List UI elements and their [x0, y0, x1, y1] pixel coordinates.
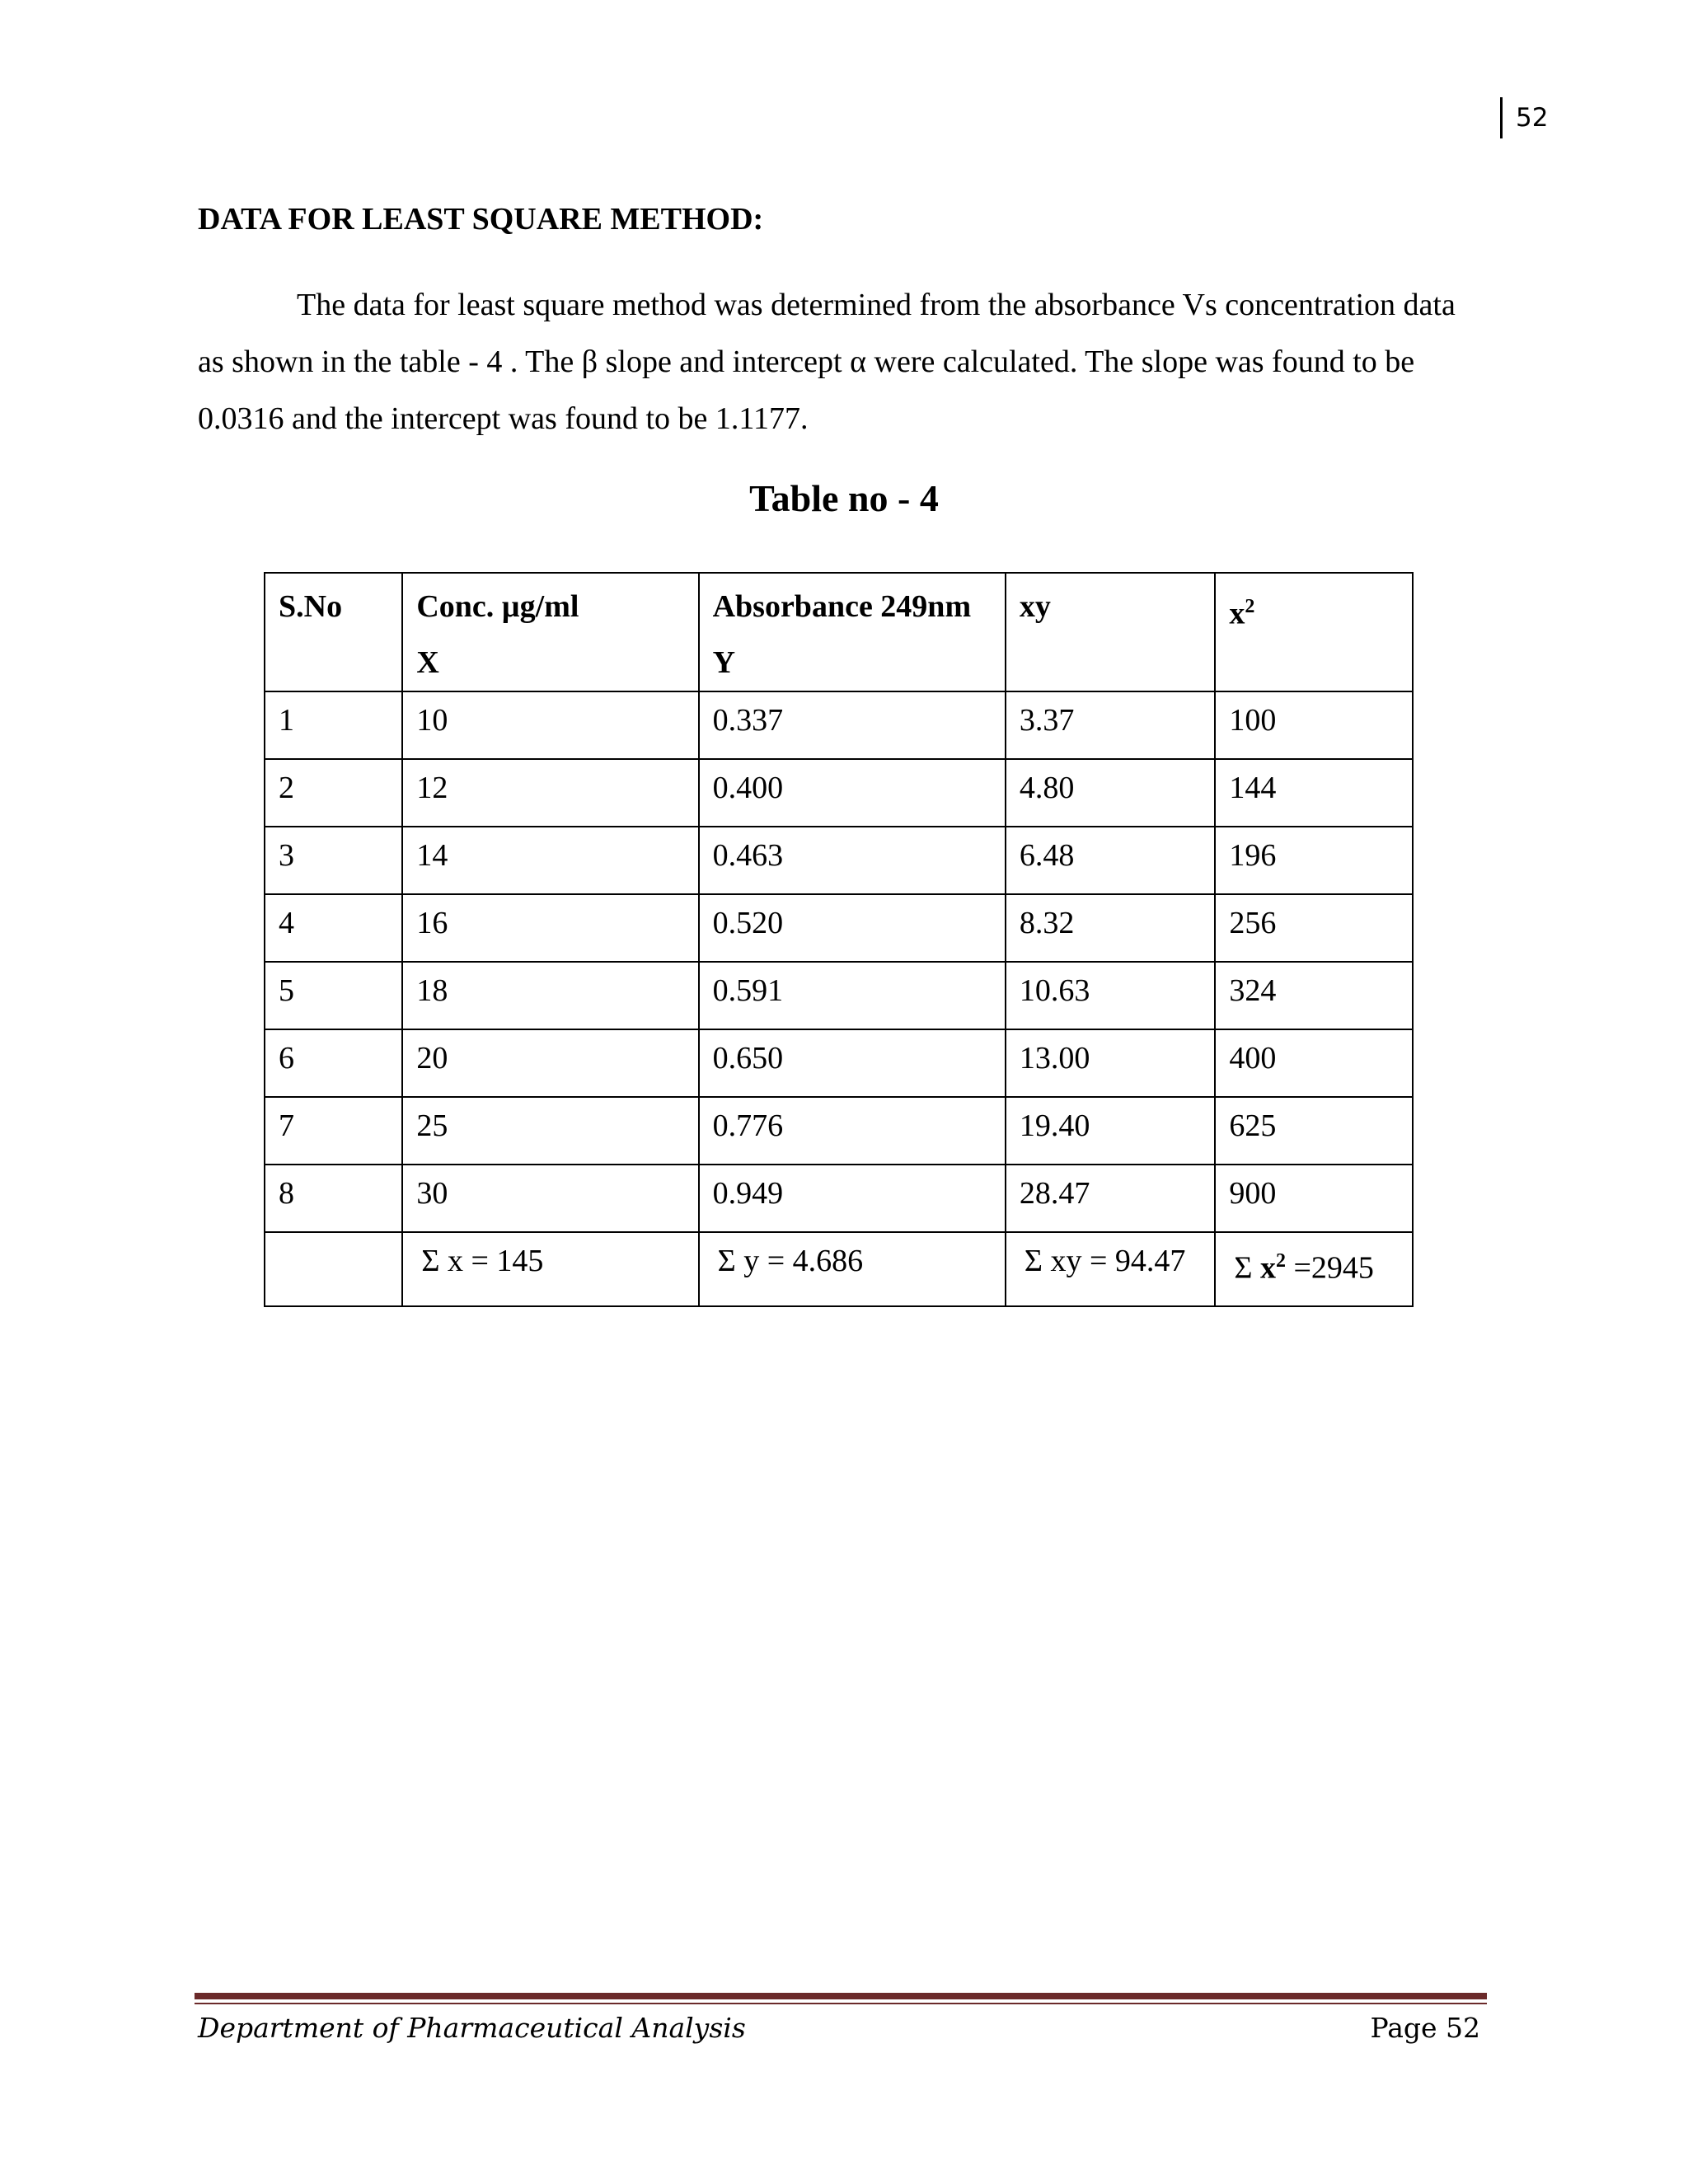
cell-sum-y: Σ y = 4.686 [699, 1232, 1006, 1306]
table-row [265, 894, 1413, 962]
table-row [265, 1165, 1413, 1232]
least-square-data-table [264, 572, 1414, 1307]
cell-xy: 6.48 [1006, 827, 1215, 894]
cell-sno: 2 [265, 759, 402, 827]
header-conc-label: Conc. µg/ml [416, 589, 579, 624]
cell-conc: 16 [402, 894, 698, 962]
cell-sum-empty [265, 1232, 402, 1306]
header-sno [265, 573, 402, 691]
header-absorbance [699, 573, 1006, 691]
cell-sno: 8 [265, 1165, 402, 1232]
cell-sno: 5 [265, 962, 402, 1029]
header-page-number: 52 [1500, 97, 1548, 138]
header-sno-label: S.No [279, 589, 343, 624]
cell-absorbance: 0.776 [699, 1097, 1006, 1165]
table-row [265, 759, 1413, 827]
sum-x-squared-exponent: 2 [1275, 1250, 1286, 1272]
cell-xy: 3.37 [1006, 691, 1215, 759]
cell-sum-x: Σ x = 145 [402, 1232, 698, 1306]
header-absorbance-label: Absorbance 249nm [712, 589, 972, 624]
sum-x-squared-base: x [1259, 1250, 1276, 1286]
cell-absorbance: 0.463 [699, 827, 1006, 894]
cell-x-squared: 625 [1215, 1097, 1413, 1165]
cell-absorbance: 0.337 [699, 691, 1006, 759]
cell-sum-x-squared [1215, 1232, 1413, 1306]
cell-conc: 10 [402, 691, 698, 759]
cell-sno: 4 [265, 894, 402, 962]
header-x-squared-base: x [1229, 596, 1245, 631]
cell-absorbance: 0.650 [699, 1029, 1006, 1097]
cell-x-squared: 400 [1215, 1029, 1413, 1097]
cell-x-squared: 324 [1215, 962, 1413, 1029]
footer-department: Department of Pharmaceutical Analysis [198, 2012, 746, 2044]
table-title: Table no - 4 [749, 477, 939, 519]
header-x-squared-exponent: 2 [1245, 596, 1255, 617]
cell-x-squared: 100 [1215, 691, 1413, 759]
cell-conc: 25 [402, 1097, 698, 1165]
cell-conc: 14 [402, 827, 698, 894]
cell-xy: 8.32 [1006, 894, 1215, 962]
cell-sno: 6 [265, 1029, 402, 1097]
table-body [265, 691, 1413, 1306]
cell-xy: 19.40 [1006, 1097, 1215, 1165]
table-row [265, 1097, 1413, 1165]
table-row [265, 827, 1413, 894]
cell-absorbance: 0.949 [699, 1165, 1006, 1232]
cell-sno: 7 [265, 1097, 402, 1165]
cell-sno: 1 [265, 691, 402, 759]
cell-conc: 18 [402, 962, 698, 1029]
footer-rule-thin [195, 2003, 1487, 2004]
footer-page-label: Page 52 [1370, 2012, 1480, 2044]
header-conc [402, 573, 698, 691]
header-xy-label: xy [1019, 589, 1051, 624]
table-row [265, 1029, 1413, 1097]
header-x-squared [1215, 573, 1413, 691]
cell-conc: 30 [402, 1165, 698, 1232]
header-absorbance-symbol: Y [712, 645, 736, 680]
table-header-row [265, 573, 1413, 691]
sum-x-squared-prefix: Σ [1234, 1250, 1260, 1286]
table-row [265, 962, 1413, 1029]
cell-sno: 3 [265, 827, 402, 894]
cell-xy: 10.63 [1006, 962, 1215, 1029]
footer-rule-thick [195, 1993, 1487, 1999]
section-heading: DATA FOR LEAST SQUARE METHOD: [198, 202, 764, 237]
sum-x-squared-value: =2945 [1285, 1250, 1374, 1286]
cell-x-squared: 196 [1215, 827, 1413, 894]
cell-xy: 13.00 [1006, 1029, 1215, 1097]
cell-absorbance: 0.591 [699, 962, 1006, 1029]
table-row [265, 691, 1413, 759]
cell-conc: 20 [402, 1029, 698, 1097]
cell-xy: 28.47 [1006, 1165, 1215, 1232]
section-paragraph: The data for least square method was determined from the absorbance Vs concentration data as shown in the table - 4 . The β slope and intercept α were calculated. The slope was found to be 0.0316 and the intercept was found to be 1.1177. [198, 288, 1456, 436]
table-sum-row [265, 1232, 1413, 1306]
cell-absorbance: 0.400 [699, 759, 1006, 827]
cell-absorbance: 0.520 [699, 894, 1006, 962]
header-conc-symbol: X [416, 645, 439, 680]
cell-x-squared: 256 [1215, 894, 1413, 962]
header-xy [1006, 573, 1215, 691]
cell-x-squared: 900 [1215, 1165, 1413, 1232]
cell-x-squared: 144 [1215, 759, 1413, 827]
cell-conc: 12 [402, 759, 698, 827]
cell-xy: 4.80 [1006, 759, 1215, 827]
cell-sum-xy: Σ xy = 94.47 [1006, 1232, 1215, 1306]
